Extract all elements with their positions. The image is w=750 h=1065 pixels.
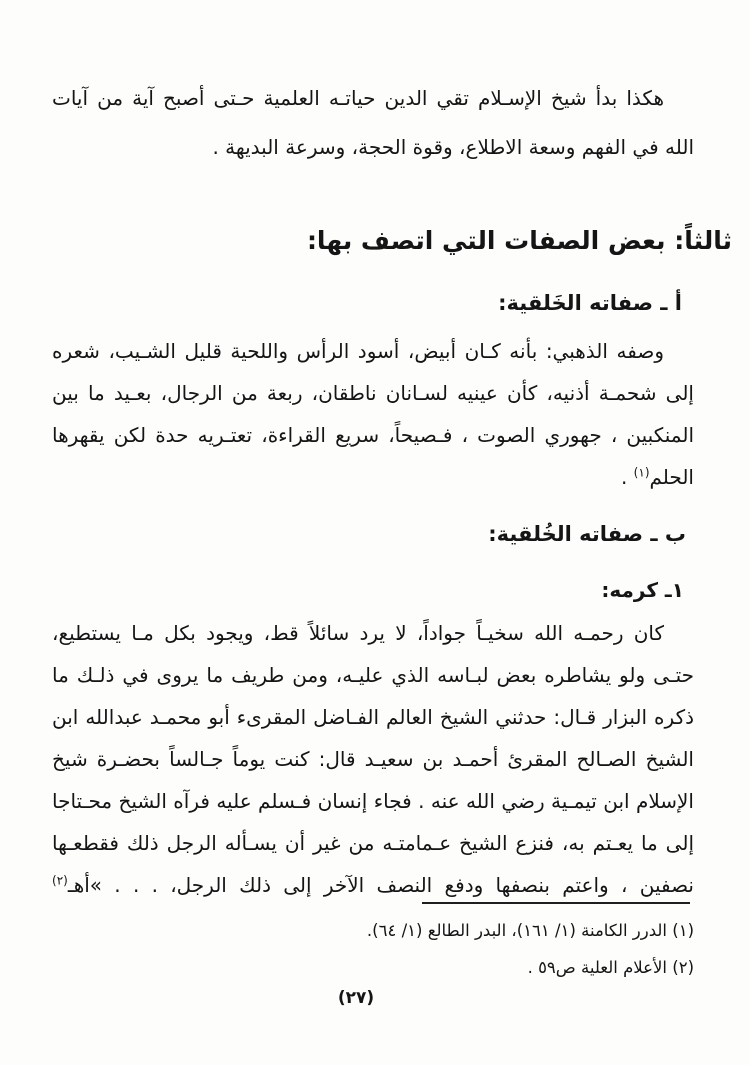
physical-description-paragraph [52,330,694,498]
footnote-separator [422,902,690,904]
text-line: إلى ما يعـتم به، فنزع الشيخ عـمامتـه من غير أن يسـأله الرجل ذلك فقطعـها [52,831,694,855]
footnotes-block [52,912,694,986]
text-line: هكذا بدأ شيخ الإسـلام تقي الدين حياتـه العلمية حـتى أصبح آية من آيات [52,86,664,110]
text-line: حتـى ولو يشاطره بعض لبـاسه الذي عليـه، ومن طريف ما يروى في ذلـك ما [52,663,694,687]
footnote-marker-1: (١) [633,465,650,480]
text-line [52,864,694,906]
text-line: الشيخ الصـالح المقرئ أحمـد بن سعيـد قال: كنت يوماً جـالساً بحضـرة شيخ [52,747,694,771]
intro-paragraph [52,74,694,172]
text-line: وصفه الذهبي: بأنه كـان أبيض، أسود الرأس واللحية قليل الشـيب، شعره [52,339,664,363]
footnote-2: (٢) الأعلام العلية ص٥٩ . [527,958,694,977]
section-heading-third: ثالثاً: بعض الصفات التي اتصف بها: [306,226,732,255]
text-line: ذكره البزار قـال: حدثني الشيخ العالم الفـاضل المقرىء أبو محمـد عبدالله ابن [52,705,694,729]
subheading-physical-traits: أ ـ صفاته الخَلقية: [498,291,682,315]
page-number: (٢٧) [337,988,375,1008]
line-tail: . [620,465,634,489]
footnote-1: (١) الدرر الكامنة (١/ ١٦١)، البدر الطالع (١/ ٦٤). [366,921,694,940]
subheading-generosity: ١ـ كرمه: [601,578,684,602]
footnote-marker-2: (٢) [52,873,68,888]
page-content [52,0,732,1065]
text-line: كان رحمـه الله سخيـاً جواداً، لا يرد سائلاً قط، ويجود بكل مـا يستطيع، [52,621,664,645]
line-text: نصفين ، واعتم بنصفها ودفع النصف الآخر إلى ذلك الرجل، . . . »أهـ [67,873,694,897]
subheading-moral-traits: ب ـ صفاته الخُلقية: [488,522,686,546]
text-line: إلى شحمـة أذنيه، كأن عينيه لسـانان ناطقان، ربعة من الرجال، بعـيد ما بين [52,381,694,405]
text-line [52,456,694,498]
generosity-paragraph [52,612,694,906]
line-text: الحلم [649,465,694,489]
text-line: الإسلام ابن تيمـية رضي الله عنه . فجاء إنسان فـسلم عليه فرآه الشيخ محـتاجا [52,789,694,813]
text-line: المنكبين ، جهوري الصوت ، فـصيحاً، سريع القراءة، تعتـريه حدة لكن يقهرها [52,423,694,447]
text-line: الله في الفهم وسعة الاطلاع، وقوة الحجة، وسرعة البديهة . [212,135,694,159]
